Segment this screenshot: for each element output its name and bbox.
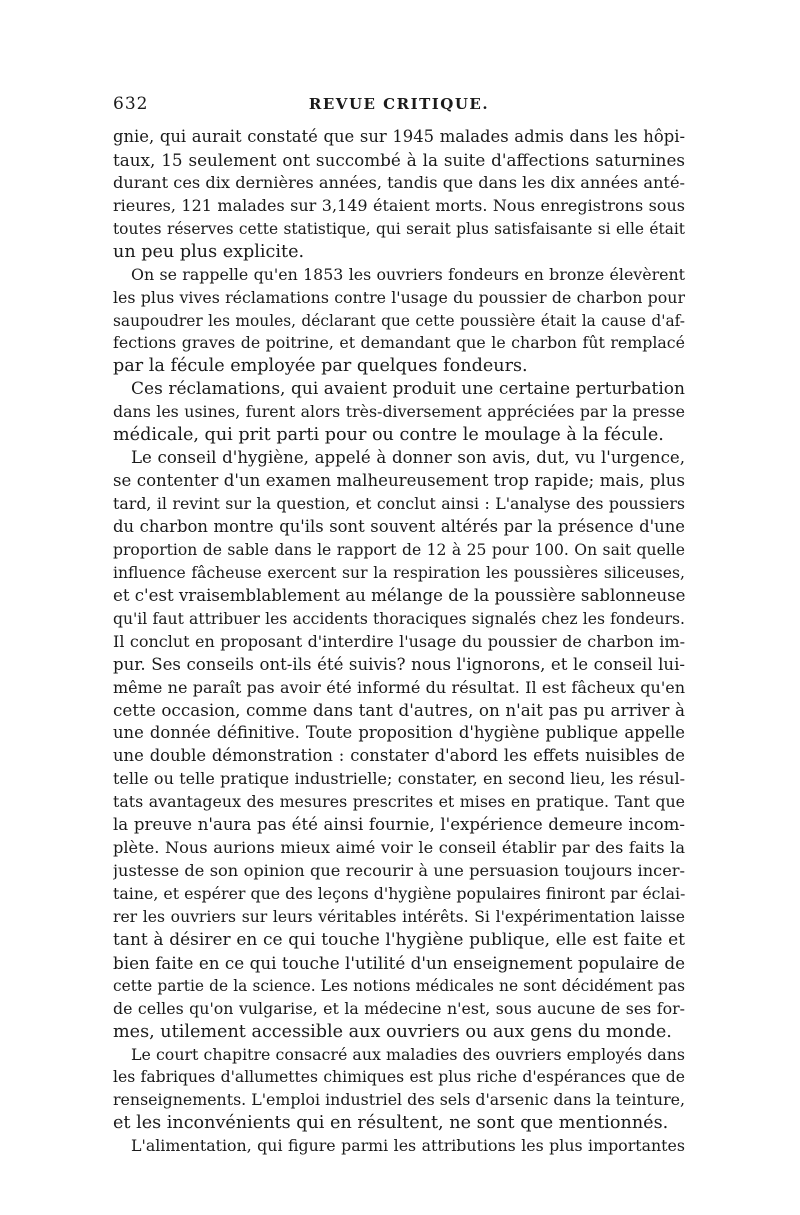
text-line: dans les usines, furent alors très-diversement appréciées par la presse <box>113 402 685 422</box>
text-line: taux, 15 seulement ont succombé à la suite d'affections saturnines <box>113 149 685 170</box>
text-line: rieures, 121 malades sur 3,149 étaient morts. Nous enregistrons sous <box>113 195 685 215</box>
text-line: par la fécule employée par quelques fondeurs. <box>113 356 528 377</box>
text-line: justesse de son opinion que recourir à une persuasion toujours incer- <box>113 861 685 880</box>
text-line: tard, il revint sur la question, et conclut ainsi : L'analyse des poussiers <box>113 494 685 513</box>
text-line: proportion de sable dans le rapport de 12 à 25 pour 100. On sait quelle <box>113 540 685 559</box>
text-line: se contenter d'un examen malheureusement trop rapide; mais, plus <box>113 471 685 491</box>
text-line: mes, utilement accessible aux ouvriers ou aux gens du monde. <box>113 1021 672 1042</box>
text-line: bien faite en ce qui touche l'utilité d'un enseignement populaire de <box>113 952 685 973</box>
text-line: gnie, qui aurait constaté que sur 1945 malades admis dans les hôpi- <box>113 127 685 146</box>
text-line: cette occasion, comme dans tant d'autres, on n'ait pas pu arriver à <box>113 700 685 721</box>
text-line: un peu plus explicite. <box>113 241 305 262</box>
page-number: 632 <box>113 94 149 114</box>
text-line: plète. Nous aurions mieux aimé voir le conseil établir par des faits la <box>113 838 685 858</box>
text-line: cette partie de la science. Les notions médicales ne sont décidément pas <box>113 976 685 995</box>
text-line: toutes réserves cette statistique, qui serait plus satisfaisante si elle était <box>113 219 685 238</box>
text-line: la preuve n'aura pas été ainsi fournie, l'expérience demeure incom- <box>113 815 685 835</box>
text-line: une donnée définitive. Toute proposition d'hygiène publique appelle <box>113 723 685 743</box>
text-line: tats avantageux des mesures prescrites et mises en pratique. Tant que <box>113 792 685 812</box>
text-line: médicale, qui prit parti pour ou contre le moulage à la fécule. <box>113 425 664 446</box>
text-line: saupoudrer les moules, déclarant que cette poussière était la cause d'af- <box>113 311 685 330</box>
page-header <box>113 90 685 120</box>
text-line: Le conseil d'hygiène, appelé à donner son avis, dut, vu l'urgence, <box>131 448 685 468</box>
text-line: même ne paraît pas avoir été informé du résultat. Il est fâcheux qu'en <box>113 677 685 697</box>
text-line: pur. Ses conseils ont-ils été suivis? nous l'ignorons, et le conseil lui- <box>113 654 685 674</box>
text-line: Ces réclamations, qui avaient produit une certaine perturbation <box>131 379 685 400</box>
text-line: Il conclut en proposant d'interdire l'usage du poussier de charbon im- <box>113 631 685 651</box>
text-line: du charbon montre qu'ils sont souvent altérés par la présence d'une <box>113 516 685 536</box>
text-line: tant à désirer en ce qui touche l'hygiène publique, elle est faite et <box>113 929 685 950</box>
body-text <box>113 126 685 1158</box>
running-title: REVUE CRITIQUE. <box>308 95 490 113</box>
text-line: et c'est vraisemblablement au mélange de la poussière sablonneuse <box>113 585 685 605</box>
text-line: les fabriques d'allumettes chimiques est plus riche d'espérances que de <box>113 1068 685 1087</box>
text-line: renseignements. L'emploi industriel des sels d'arsenic dans la teinture, <box>113 1090 685 1110</box>
text-line: fections graves de poitrine, et demandant que le charbon fût remplacé <box>113 333 685 353</box>
text-line: On se rappelle qu'en 1853 les ouvriers fondeurs en bronze élevèrent <box>131 264 685 284</box>
text-line: et les inconvénients qui en résultent, ne sont que mentionnés. <box>113 1113 669 1134</box>
text-line: une double démonstration : constater d'abord les effets nuisibles de <box>113 746 685 766</box>
text-line: durant ces dix dernières années, tandis que dans les dix années anté- <box>113 172 685 192</box>
text-line: les plus vives réclamations contre l'usage du poussier de charbon pour <box>113 287 685 307</box>
text-line: qu'il faut attribuer les accidents thoraciques signalés chez les fondeurs. <box>113 609 685 628</box>
text-line: taine, et espérer que des leçons d'hygiène populaires finiront par éclai- <box>113 883 685 903</box>
text-line: L'alimentation, qui figure parmi les attributions les plus importantes <box>131 1136 685 1156</box>
text-line: Le court chapitre consacré aux maladies des ouvriers employés dans <box>131 1044 685 1064</box>
text-line: influence fâcheuse exercent sur la respiration les poussières siliceuses, <box>113 563 685 582</box>
text-line: de celles qu'on vulgarise, et la médecine n'est, sous aucune de ses for- <box>113 998 685 1018</box>
text-line: telle ou telle pratique industrielle; constater, en second lieu, les résul- <box>113 769 685 789</box>
text-line: rer les ouvriers sur leurs véritables intérêts. Si l'expérimentation laisse <box>113 907 685 926</box>
